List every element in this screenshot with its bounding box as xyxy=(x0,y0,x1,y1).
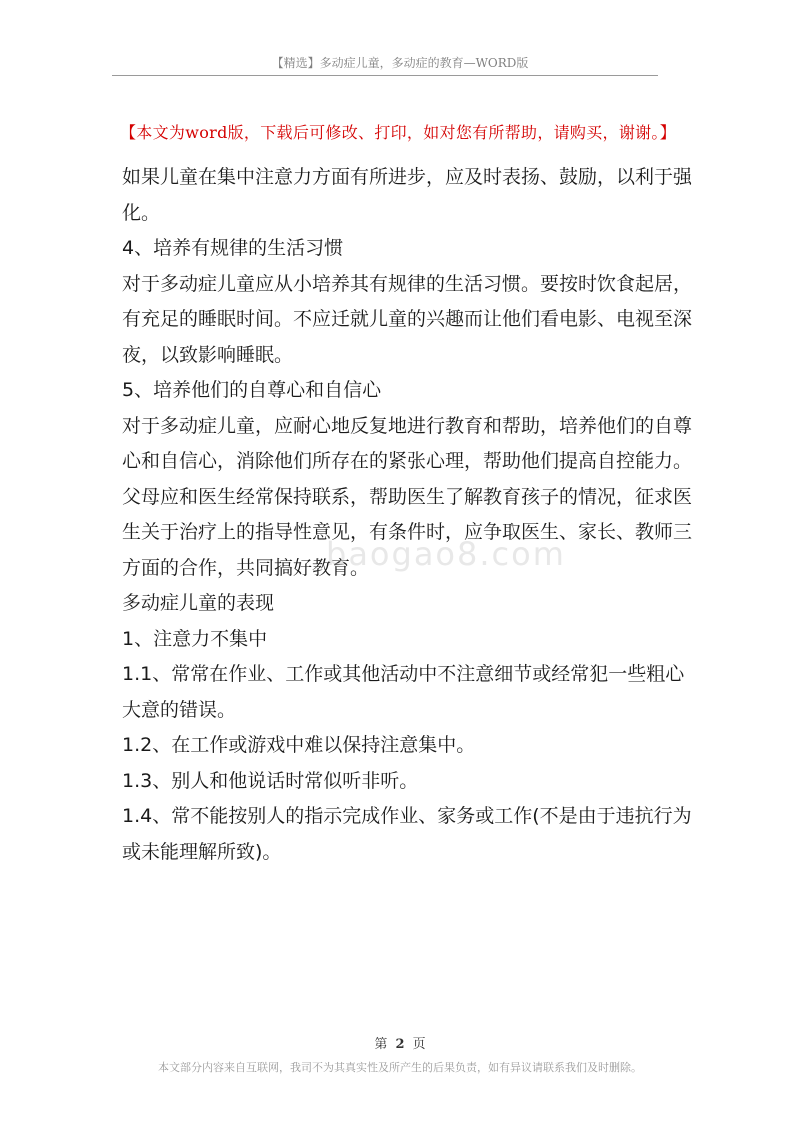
document-body xyxy=(122,160,694,870)
page-header: 【精选】多动症儿童，多动症的教育—WORD版 xyxy=(271,56,529,70)
section-heading: 5、培养他们的自尊心和自信心 xyxy=(122,379,382,401)
section-heading: 1、注意力不集中 xyxy=(122,627,268,650)
paragraph: 如果儿童在集中注意力方面有所进步，应及时表扬、鼓励，以利于强化。 xyxy=(122,166,693,224)
page-suffix: 页 xyxy=(412,1037,426,1052)
list-item: 1.2、在工作或游戏中难以保持注意集中。 xyxy=(122,734,476,756)
section-heading: 多动症儿童的表现 xyxy=(122,592,275,614)
list-item: 1.3、别人和他说话时常似听非听。 xyxy=(122,769,419,792)
red-notice: 【本文为word版，下载后可修改、打印，如对您有所帮助，请购买，谢谢。】 xyxy=(120,123,677,142)
page-num: 2 xyxy=(395,1037,405,1052)
paragraph: 对于多动症儿童应从小培养其有规律的生活习惯。要按时饮食起居，有充足的睡眠时间。不应迁就儿童的兴趣而让他们看电影、电视至深夜，以致影响睡眠。 xyxy=(122,272,693,366)
page-footer: 本文部分内容来自互联网，我司不为其真实性及所产生的后果负责，如有异议请联系我们及时删除。 xyxy=(158,1061,642,1074)
section-heading: 4、培养有规律的生活习惯 xyxy=(122,237,344,259)
watermark: baogao8.com xyxy=(326,535,566,573)
paragraph: 对于多动症儿童，应耐心地反复地进行教育和帮助，培养他们的自尊心和自信心，消除他们所存在的紧张心理，帮助他们提高自控能力。父母应和医生经常保持联系，帮助医生了解教育孩子的情况，征求医生关于治疗上的指导性意见，有条件时，应争取医生、家长、教师三方面的合作，共同搞好教育。 xyxy=(122,414,693,579)
list-item: 1.1、常常在作业、工作或其他活动中不注意细节或经常犯一些粗心大意的错误。 xyxy=(122,663,685,721)
page-number xyxy=(0,1033,800,1052)
list-item: 1.4、常不能按别人的指示完成作业、家务或工作(不是由于违抗行为或未能理解所致)。 xyxy=(122,805,692,863)
header-divider xyxy=(112,75,658,76)
page-prefix: 第 xyxy=(374,1037,388,1052)
